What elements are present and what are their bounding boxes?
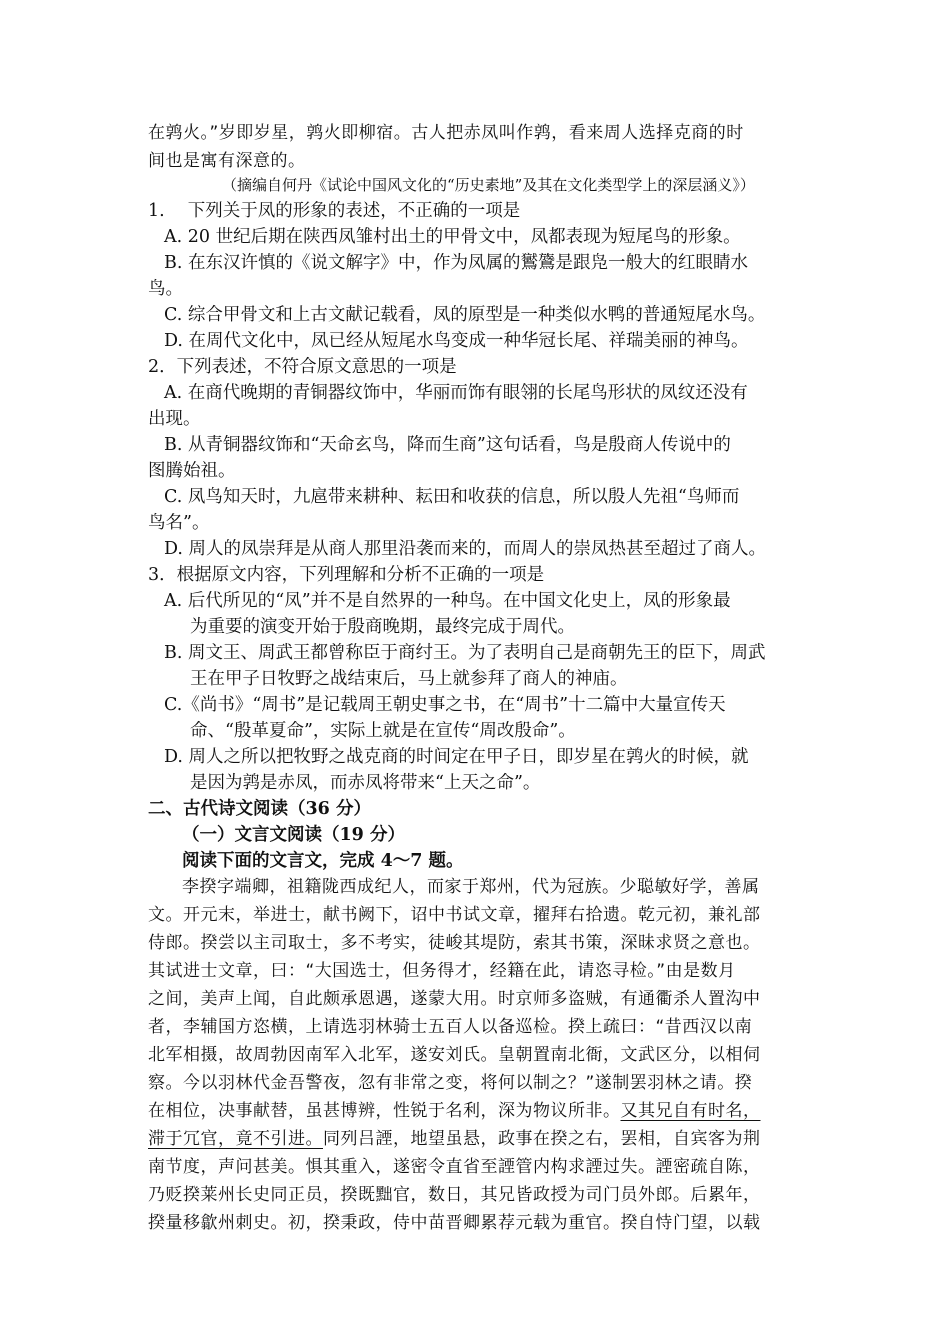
- text-line: 间也是寓有深意的。: [148, 151, 306, 171]
- passage-line: 李揆字端卿，祖籍陇西成纪人，而家于郑州，代为冠族。少聪敏好学，善属: [182, 877, 760, 897]
- option-continuation: 鸟名”。: [148, 513, 210, 533]
- passage-line: 者，李辅国方恣横，上请选羽林骑士五百人以备巡检。揆上疏曰：“昔西汉以南: [148, 1017, 753, 1037]
- reading-instruction: 阅读下面的文言文，完成 4～7 题。: [182, 851, 464, 871]
- option-continuation: 出现。: [148, 409, 201, 429]
- passage-line: 揆量移歙州刺史。初，揆秉政，侍中苗晋卿累荐元载为重官。揆自恃门望，以载: [148, 1213, 761, 1233]
- option: A. 20 世纪后期在陕西凤雏村出土的甲骨文中，凤都表现为短尾鸟的形象。: [164, 227, 741, 247]
- option: B. 从青铜器纹饰和“天命玄鸟，降而生商”这句话看，鸟是殷商人传说中的: [164, 435, 731, 455]
- option-continuation: 为重要的演变开始于殷商晚期，最终完成于周代。: [190, 617, 575, 637]
- passage-line: 察。今以羽林代金吾警夜，忽有非常之变，将何以制之？”遂制罢羽林之请。揆: [148, 1073, 753, 1093]
- option: C. 综合甲骨文和上古文献记载看，凤的原型是一种类似水鸭的普通短尾水鸟。: [164, 305, 766, 325]
- option: D. 在周代文化中，凤已经从短尾水鸟变成一种华冠长尾、祥瑞美丽的神鸟。: [164, 331, 749, 351]
- text-line: 在鹑火。”岁即岁星，鹑火即柳宿。古人把赤凤叫作鹑，看来周人选择克商的时: [148, 123, 744, 143]
- section-heading: 二、古代诗文阅读（36 分）: [148, 799, 371, 819]
- question-3: 3．根据原文内容，下列理解和分析不正确的一项是: [148, 565, 545, 585]
- passage-text: 在相位，决事献替，虽甚博辨，性锐于名利，深为物议所非。: [148, 1101, 621, 1121]
- option: B. 周文王、周武王都曾称臣于商纣王。为了表明自己是商朝先王的臣下，周武: [164, 643, 766, 663]
- option-continuation: 王在甲子日牧野之战结束后，马上就参拜了商人的神庙。: [190, 669, 628, 689]
- passage-line: [148, 1098, 761, 1124]
- passage-line: 侍郎。揆尝以主司取士，多不考实，徒峻其堤防，索其书策，深昧求贤之意也。: [148, 933, 761, 953]
- subsection-heading: （一）文言文阅读（19 分）: [182, 825, 405, 845]
- option-continuation: 命、“殷革夏命”，实际上就是在宣传“周改殷命”。: [190, 721, 576, 741]
- passage-line: 其试进士文章，曰：“大国选士，但务得才，经籍在此，请恣寻检。”由是数月: [148, 961, 736, 981]
- question-1: 1. 下列关于凤的形象的表述，不正确的一项是: [148, 201, 521, 221]
- option-continuation: 是因为鹑是赤凤，而赤凤将带来“上天之命”。: [190, 773, 541, 793]
- option: C. 凤鸟知天时，九扈带来耕种、耘田和收获的信息，所以殷人先祖“鸟师而: [164, 487, 740, 507]
- passage-line: 之间，美声上闻，自此颇承恩遇，遂蒙大用。时京师多盗贼，有通衢杀人置沟中: [148, 989, 761, 1009]
- option: A. 在商代晚期的青铜器纹饰中，华丽而饰有眼翎的长尾鸟形状的凤纹还没有: [164, 383, 748, 403]
- source-citation: （摘编自何丹《试论中国风文化的“历史素地”及其在文化类型学上的深层涵义》）: [222, 176, 755, 194]
- underlined-text: 又其兄自有时名，: [620, 1101, 761, 1121]
- option: A. 后代所见的“凤”并不是自然界的一种鸟。在中国文化史上，凤的形象最: [164, 591, 731, 611]
- option: D. 周人之所以把牧野之战克商的时间定在甲子日，即岁星在鹑火的时候，就: [164, 747, 749, 767]
- option: C.《尚书》“周书”是记载周王朝史事之书，在“周书”十二篇中大量宣传天: [164, 695, 726, 715]
- option-continuation: 图腾始祖。: [148, 461, 236, 481]
- passage-line: [148, 1126, 761, 1152]
- option: D. 周人的凤崇拜是从商人那里沿袭而来的，而周人的崇凤热甚至超过了商人。: [164, 539, 767, 559]
- underlined-text: 滞于冗官，竟不引进。: [148, 1129, 323, 1149]
- option-continuation: 鸟。: [148, 279, 183, 299]
- passage-line: 北军相摄，故周勃因南军入北军，遂安刘氏。皇朝置南北衙，文武区分，以相伺: [148, 1045, 761, 1065]
- question-2: 2．下列表述，不符合原文意思的一项是: [148, 357, 457, 377]
- passage-line: 南节度，声问甚美。惧其重入，遂密令直省至諲管内构求諲过失。諲密疏自陈，: [148, 1157, 761, 1177]
- passage-text: 同列吕諲，地望虽悬，政事在揆之右，罢相，自宾客为荆: [323, 1129, 761, 1149]
- passage-line: 文。开元末，举进士，献书阙下，诏中书试文章，擢拜右拾遗。乾元初，兼礼部: [148, 905, 761, 925]
- option: B. 在东汉许慎的《说文解字》中，作为凤属的鸑鷟是跟凫一般大的红眼睛水: [164, 253, 748, 273]
- passage-line: 乃贬揆莱州长史同正员，揆既黜官，数日，其兄皆政授为司门员外郎。后累年，: [148, 1185, 761, 1205]
